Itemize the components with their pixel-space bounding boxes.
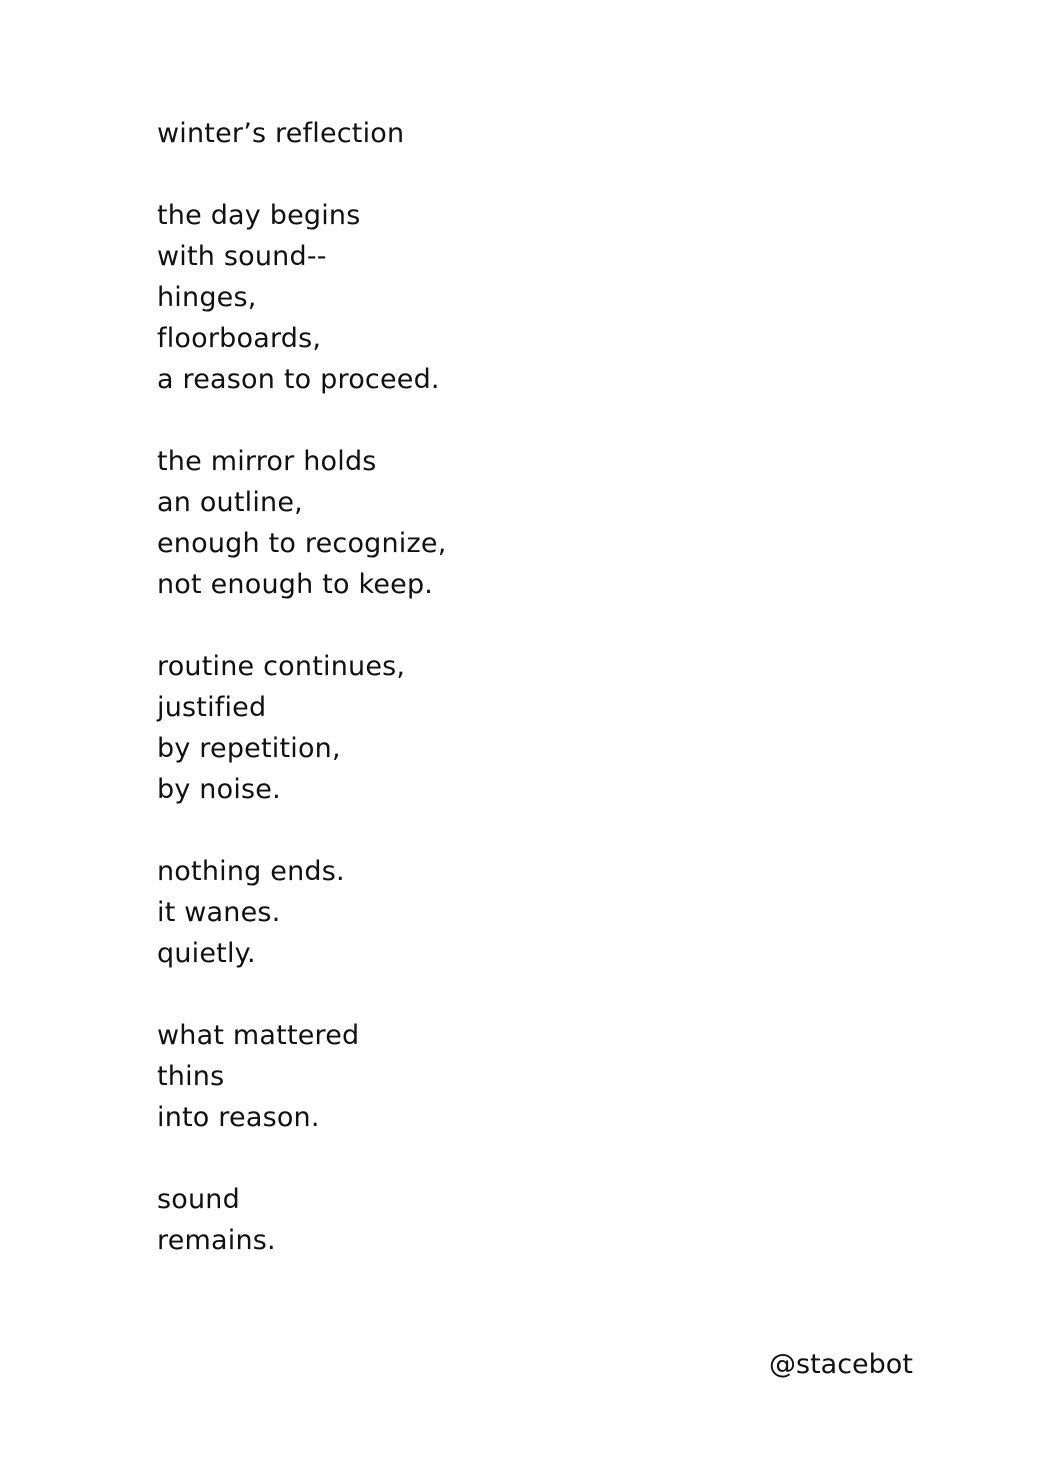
poem-line: by noise. — [157, 774, 281, 805]
poem-line: the mirror holds — [157, 446, 377, 477]
poem-line: sound — [157, 1184, 240, 1215]
poem-line: an outline, — [157, 487, 303, 518]
poem-line: justified — [157, 692, 267, 723]
author-handle: @stacebot — [769, 1349, 913, 1380]
poem-line: thins — [157, 1061, 225, 1092]
poem-title: winter’s reflection — [157, 118, 405, 149]
poem-line: with sound-- — [157, 241, 327, 272]
poem-line: it wanes. — [157, 897, 281, 928]
poem-line: enough to recognize, — [157, 528, 447, 559]
poem-line: quietly. — [157, 938, 256, 969]
poem-line: hinges, — [157, 282, 257, 313]
poem-line: what mattered — [157, 1020, 360, 1051]
poem-line: nothing ends. — [157, 856, 345, 887]
poem-line: not enough to keep. — [157, 569, 434, 600]
poem-line: a reason to proceed. — [157, 364, 440, 395]
poem-line: floorboards, — [157, 323, 322, 354]
poem-line: remains. — [157, 1225, 276, 1256]
poem-line: the day begins — [157, 200, 361, 231]
poem-line: by repetition, — [157, 733, 341, 764]
poem-line: into reason. — [157, 1102, 320, 1133]
poem-line: routine continues, — [157, 651, 406, 682]
